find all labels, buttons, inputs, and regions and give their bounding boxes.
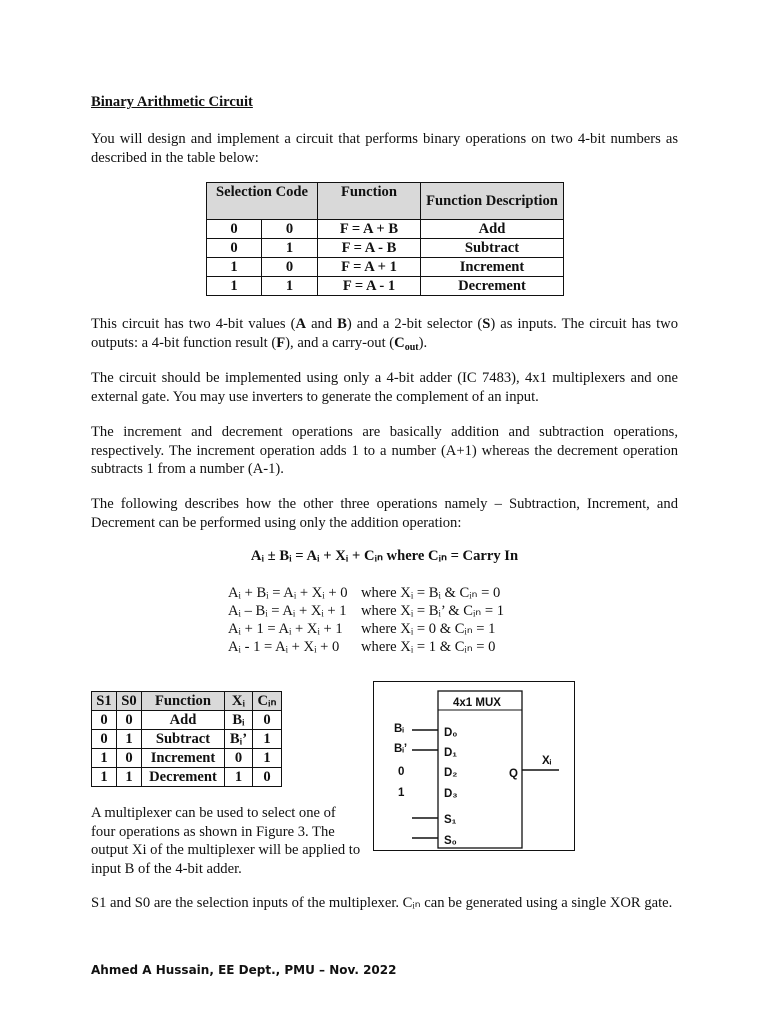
equation-increment: Aᵢ + 1 = Aᵢ + Xᵢ + 1 where Xᵢ = 0 & Cᵢₙ = 1	[228, 621, 496, 637]
output-label-xi: Xᵢ	[542, 755, 552, 767]
equation-decrement: Aᵢ - 1 = Aᵢ + Xᵢ + 0 where Xᵢ = 1 & Cᵢₙ = 0	[228, 639, 496, 655]
table-row: 1 0 Increment 0 1	[92, 749, 282, 768]
input-label-bi-complement: Bᵢ’	[394, 743, 408, 755]
footer: Ahmed A Hussain, EE Dept., PMU – Nov. 2022	[91, 963, 397, 977]
equation-subtract: Aᵢ – Bᵢ = Aᵢ + Xᵢ + 1 where Xᵢ = Bᵢ’ & Cᵢₙ = 1	[228, 603, 505, 619]
pin-s0: S₀	[444, 835, 457, 847]
input-label-one: 1	[398, 787, 405, 799]
table-row: 1 0 F = A + 1 Increment	[207, 258, 564, 277]
selection-inputs-paragraph: S1 and S0 are the selection inputs of the multiplexer. Cᵢₙ can be generated using a single XOR gate.	[91, 895, 673, 911]
pin-d2: D₂	[444, 767, 458, 779]
header-function-description: Function Description	[421, 183, 564, 220]
operations-paragraph: The following describes how the other three operations namely – Subtraction, Increment, and Decrement can be performed using only the addition operation:	[91, 496, 678, 531]
mux-description-paragraph: A multiplexer can be used to select one of four operations as shown in Figure 3. The output Xi of the multiplexer will be applied to input B of the 4-bit adder.	[91, 805, 361, 877]
selection-table	[206, 182, 564, 296]
pin-d0: D₀	[444, 727, 458, 739]
mux-title: 4x1 MUX	[453, 697, 501, 709]
mux-figure	[373, 681, 575, 851]
pin-q: Q	[509, 768, 518, 780]
pin-d3: D₃	[444, 788, 458, 800]
table-row: 0 1 Subtract Bᵢ’ 1	[92, 730, 282, 749]
increment-decrement-paragraph: The increment and decrement operations are basically addition and subtraction operations, respectively. The increment operation adds 1 to a number (A+1) whereas the decrement operation subtracts 1 from a number (A-1).	[91, 424, 678, 477]
table-row: 0 0 Add Bᵢ 0	[92, 711, 282, 730]
header-function: Function	[318, 183, 421, 220]
table-row: 0 1 F = A - B Subtract	[207, 239, 564, 258]
page-title: Binary Arithmetic Circuit	[91, 94, 253, 110]
implementation-paragraph: The circuit should be implemented using only a 4-bit adder (IC 7483), 4x1 multiplexers and one external gate. You may use inverters to generate the complement of an input.	[91, 370, 678, 405]
table-row: 0 0 F = A + B Add	[207, 220, 564, 239]
input-label-zero: 0	[398, 766, 405, 778]
input-label-bi: Bᵢ	[394, 723, 404, 735]
table-row: 1 1 Decrement 1 0	[92, 768, 282, 787]
header-selection-code: Selection Code	[207, 183, 318, 220]
table-row: 1 1 F = A - 1 Decrement	[207, 277, 564, 296]
pin-d1: D₁	[444, 747, 458, 759]
pin-s1: S₁	[444, 814, 457, 826]
inputs-outputs-paragraph: This circuit has two 4-bit values (A and B) and a 2-bit selector (S) as inputs. The circuit has two outputs: a 4-bit function result (F), and a carry-out $(C_{out})$.	[91, 316, 678, 353]
equation-add: Aᵢ + Bᵢ = Aᵢ + Xᵢ + 0 where Xᵢ = Bᵢ & Cᵢₙ = 0	[228, 585, 501, 601]
mux-selection-table: S1 S0 Function Xᵢ Cᵢₙ 0 0 Add Bᵢ 0 0 1 Subtract Bᵢ’ 1 1 0 Increment 0 1 1 1 Decrement 1 0	[91, 691, 282, 787]
intro-paragraph: You will design and implement a circuit that performs binary operations on two 4-bit numbers as described in the table below:	[91, 131, 678, 166]
main-equation: Aᵢ ± Bᵢ = Aᵢ + Xᵢ + Cᵢₙ where Cᵢₙ = Carry In	[250, 548, 519, 564]
